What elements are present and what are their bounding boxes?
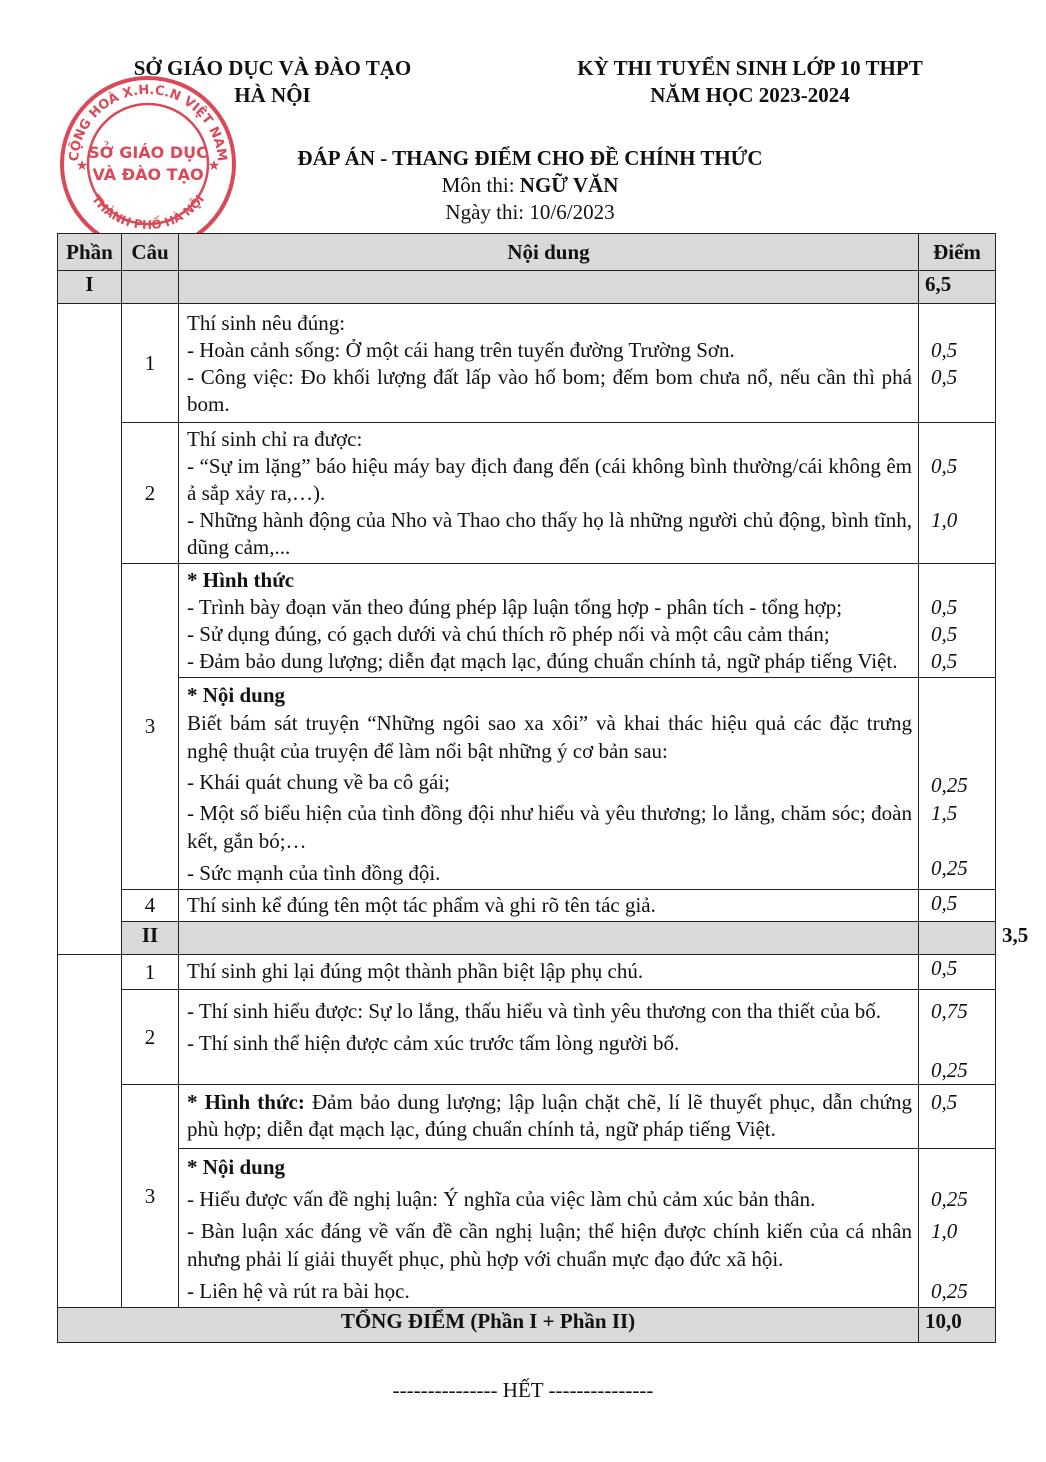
document-title: ĐÁP ÁN - THANG ĐIỂM CHO ĐỀ CHÍNH THỨC <box>297 146 763 170</box>
total-row <box>58 1308 996 1343</box>
p2q3-content-title: * Nội dung <box>187 1155 286 1179</box>
issuer-line-1: SỞ GIÁO DỤC VÀ ĐÀO TẠO <box>133 56 412 80</box>
score: 0,25 <box>931 1187 968 1211</box>
p2q1-text: Thí sinh ghi lại đúng một thành phần biệt lập phụ chú. <box>179 955 919 990</box>
p2q3-form-title: * Hình thức: <box>187 1090 305 1114</box>
q4-text: Thí sinh kể đúng tên một tác phẩm và ghi rõ tên tác giả. <box>179 890 919 922</box>
exam-line-2: NĂM HỌC 2023-2024 <box>650 83 850 107</box>
p2q3-form <box>187 1089 912 1143</box>
q3-content-3: - Sức mạnh của tình đồng đội. <box>187 861 441 885</box>
table-row <box>58 955 996 990</box>
table-row <box>58 678 996 890</box>
part-2-row: II 3,5 <box>58 922 996 955</box>
score: 0,5 <box>919 955 996 990</box>
score: 1,0 <box>931 1219 958 1243</box>
score: 0,5 <box>919 1085 996 1149</box>
p2q2-bullet-2: - Thí sinh thể hiện được cảm xúc trước tấm lòng người bố. <box>187 1031 680 1055</box>
q3-content-title: * Nội dung <box>187 683 286 707</box>
header-phan: Phần <box>58 234 122 271</box>
document-title-block <box>230 145 830 226</box>
score: 0,5 <box>931 595 958 619</box>
header-cau: Câu <box>122 234 179 271</box>
score: 0,5 <box>931 649 958 673</box>
total-score: 10,0 <box>919 1308 996 1343</box>
score: 1,5 <box>931 801 958 825</box>
part-1-score: 6,5 <box>919 271 996 304</box>
score: 0,25 <box>931 1279 968 1303</box>
p2q2-bullet-1: - Thí sinh hiểu được: Sự lo lắng, thấu hiểu và tình yêu thương con tha thiết của bố. <box>187 999 882 1023</box>
score: 0,25 <box>931 1058 968 1082</box>
table-header-row <box>58 234 996 271</box>
subject-line <box>230 172 830 199</box>
score: 0,5 <box>919 890 996 922</box>
header-diem: Điểm <box>919 234 996 271</box>
score: 0,75 <box>931 999 968 1023</box>
exam-date: Ngày thi: 10/6/2023 <box>445 200 615 224</box>
star-icon: ★ <box>207 159 221 174</box>
question-number: 1 <box>122 955 179 990</box>
p2q3-content-2: - Bàn luận xác đáng về vấn đề cần nghị luận; thể hiện được chính kiến của cá nhân nhưng phải lí giải thuyết phục, phù hợp với chuẩn mực đạo đức xã hội. <box>187 1219 912 1271</box>
q3-form-title: * Hình thức <box>187 568 295 592</box>
table-row <box>58 564 996 678</box>
part-2-span <box>58 955 122 1308</box>
question-number: 2 <box>122 990 179 1085</box>
svg-text:THÀNH PHỐ HÀ NỘI <box>89 192 207 232</box>
q1-bullet-2: - Công việc: Đo khối lượng đất lấp vào hố bom; đếm bom chưa nổ, nếu cần thì phá bom. <box>187 365 912 416</box>
table-row <box>58 1149 996 1308</box>
p2q3-content-3: - Liên hệ và rút ra bài học. <box>187 1279 410 1303</box>
q1-intro: Thí sinh nêu đúng: <box>187 311 346 335</box>
part-1-span <box>58 304 122 955</box>
total-label: TỔNG ĐIỂM (Phần I + Phần II) <box>58 1308 919 1343</box>
question-number: 4 <box>122 890 179 922</box>
stamp-inner-line-1: SỞ GIÁO DỤC <box>88 143 208 162</box>
score: 0,25 <box>931 773 968 797</box>
star-icon: ★ <box>75 159 89 174</box>
header-noi-dung: Nội dung <box>179 234 919 271</box>
exam-header <box>530 55 970 109</box>
q3-form-2: - Sử dụng đúng, có gạch dưới và chú thích rõ phép nối và một câu cảm thán; <box>187 622 830 646</box>
end-marker: --------------- HẾT --------------- <box>392 1378 654 1402</box>
answer-table <box>57 233 1029 1343</box>
stamp-bottom-text: THÀNH PHỐ HÀ NỘI <box>88 192 207 233</box>
question-number: 2 <box>122 423 179 564</box>
table-row <box>58 304 996 423</box>
score: 0,5 <box>931 365 958 389</box>
score: 1,0 <box>931 508 958 532</box>
score: 0,25 <box>931 856 968 880</box>
question-number: 3 <box>122 1085 179 1308</box>
subject-name: NGỮ VĂN <box>519 173 619 197</box>
part-2-label: II <box>122 922 179 955</box>
q1-bullet-1: - Hoàn cảnh sống: Ở một cái hang trên tuyến đường Trường Sơn. <box>187 338 735 362</box>
part-1-row <box>58 271 996 304</box>
q3-form-1: - Trình bày đoạn văn theo đúng phép lập luận tổng hợp - phân tích - tổng hợp; <box>187 595 843 619</box>
q3-content-intro: Biết bám sát truyện “Những ngôi sao xa xôi” và khai thác hiệu quả các đặc trưng nghệ thuật của truyện để làm nổi bật những ý cơ bản sau: <box>187 711 912 763</box>
p2q3-form-text: Đảm bảo dung lượng; lập luận chặt chẽ, lí lẽ thuyết phục, dẫn chứng phù hợp; diễn đạt mạch lạc, đúng chuẩn chính tả, ngữ pháp tiếng Việt. <box>187 1090 912 1141</box>
score: 0,5 <box>931 622 958 646</box>
p2q3-content-1: - Hiểu được vấn đề nghị luận: Ý nghĩa của việc làm chủ cảm xúc bản thân. <box>187 1187 816 1211</box>
score: 0,5 <box>931 454 958 478</box>
issuer-line-2: HÀ NỘI <box>234 83 311 107</box>
subject-label: Môn thi: <box>441 173 520 197</box>
q3-form-3: - Đảm bảo dung lượng; diễn đạt mạch lạc, đúng chuẩn chính tả, ngữ pháp tiếng Việt. <box>187 649 898 673</box>
part-1-label: I <box>58 271 122 304</box>
score: 0,5 <box>931 338 958 362</box>
question-number: 3 <box>122 564 179 890</box>
table-row <box>58 423 996 564</box>
table-row <box>58 890 996 922</box>
question-number: 1 <box>122 304 179 423</box>
q3-content-2: - Một số biểu hiện của tình đồng đội như hiểu và yêu thương; lo lắng, chăm sóc; đoàn kết, gắn bó;… <box>187 801 912 853</box>
official-stamp <box>56 72 241 257</box>
table-row <box>58 1085 996 1149</box>
table-row <box>58 990 996 1085</box>
exam-line-1: KỲ THI TUYỂN SINH LỚP 10 THPT <box>577 56 923 80</box>
stamp-inner-line-2: VÀ ĐÀO TẠO <box>92 165 204 184</box>
q2-bullet-1: - “Sự im lặng” báo hiệu máy bay địch đang đến (cái không bình thường/cái không êm ả sắp xảy ra,…). <box>187 454 912 505</box>
stamp-outer-text: CỘNG HOÀ X.H.C.N VIỆT NAM <box>66 82 230 163</box>
q2-intro: Thí sinh chỉ ra được: <box>187 427 363 451</box>
q2-bullet-2: - Những hành động của Nho và Thao cho thấy họ là những người chủ động, bình tĩnh, dũng cảm,... <box>187 508 912 559</box>
q3-content-1: - Khái quát chung về ba cô gái; <box>187 770 450 794</box>
